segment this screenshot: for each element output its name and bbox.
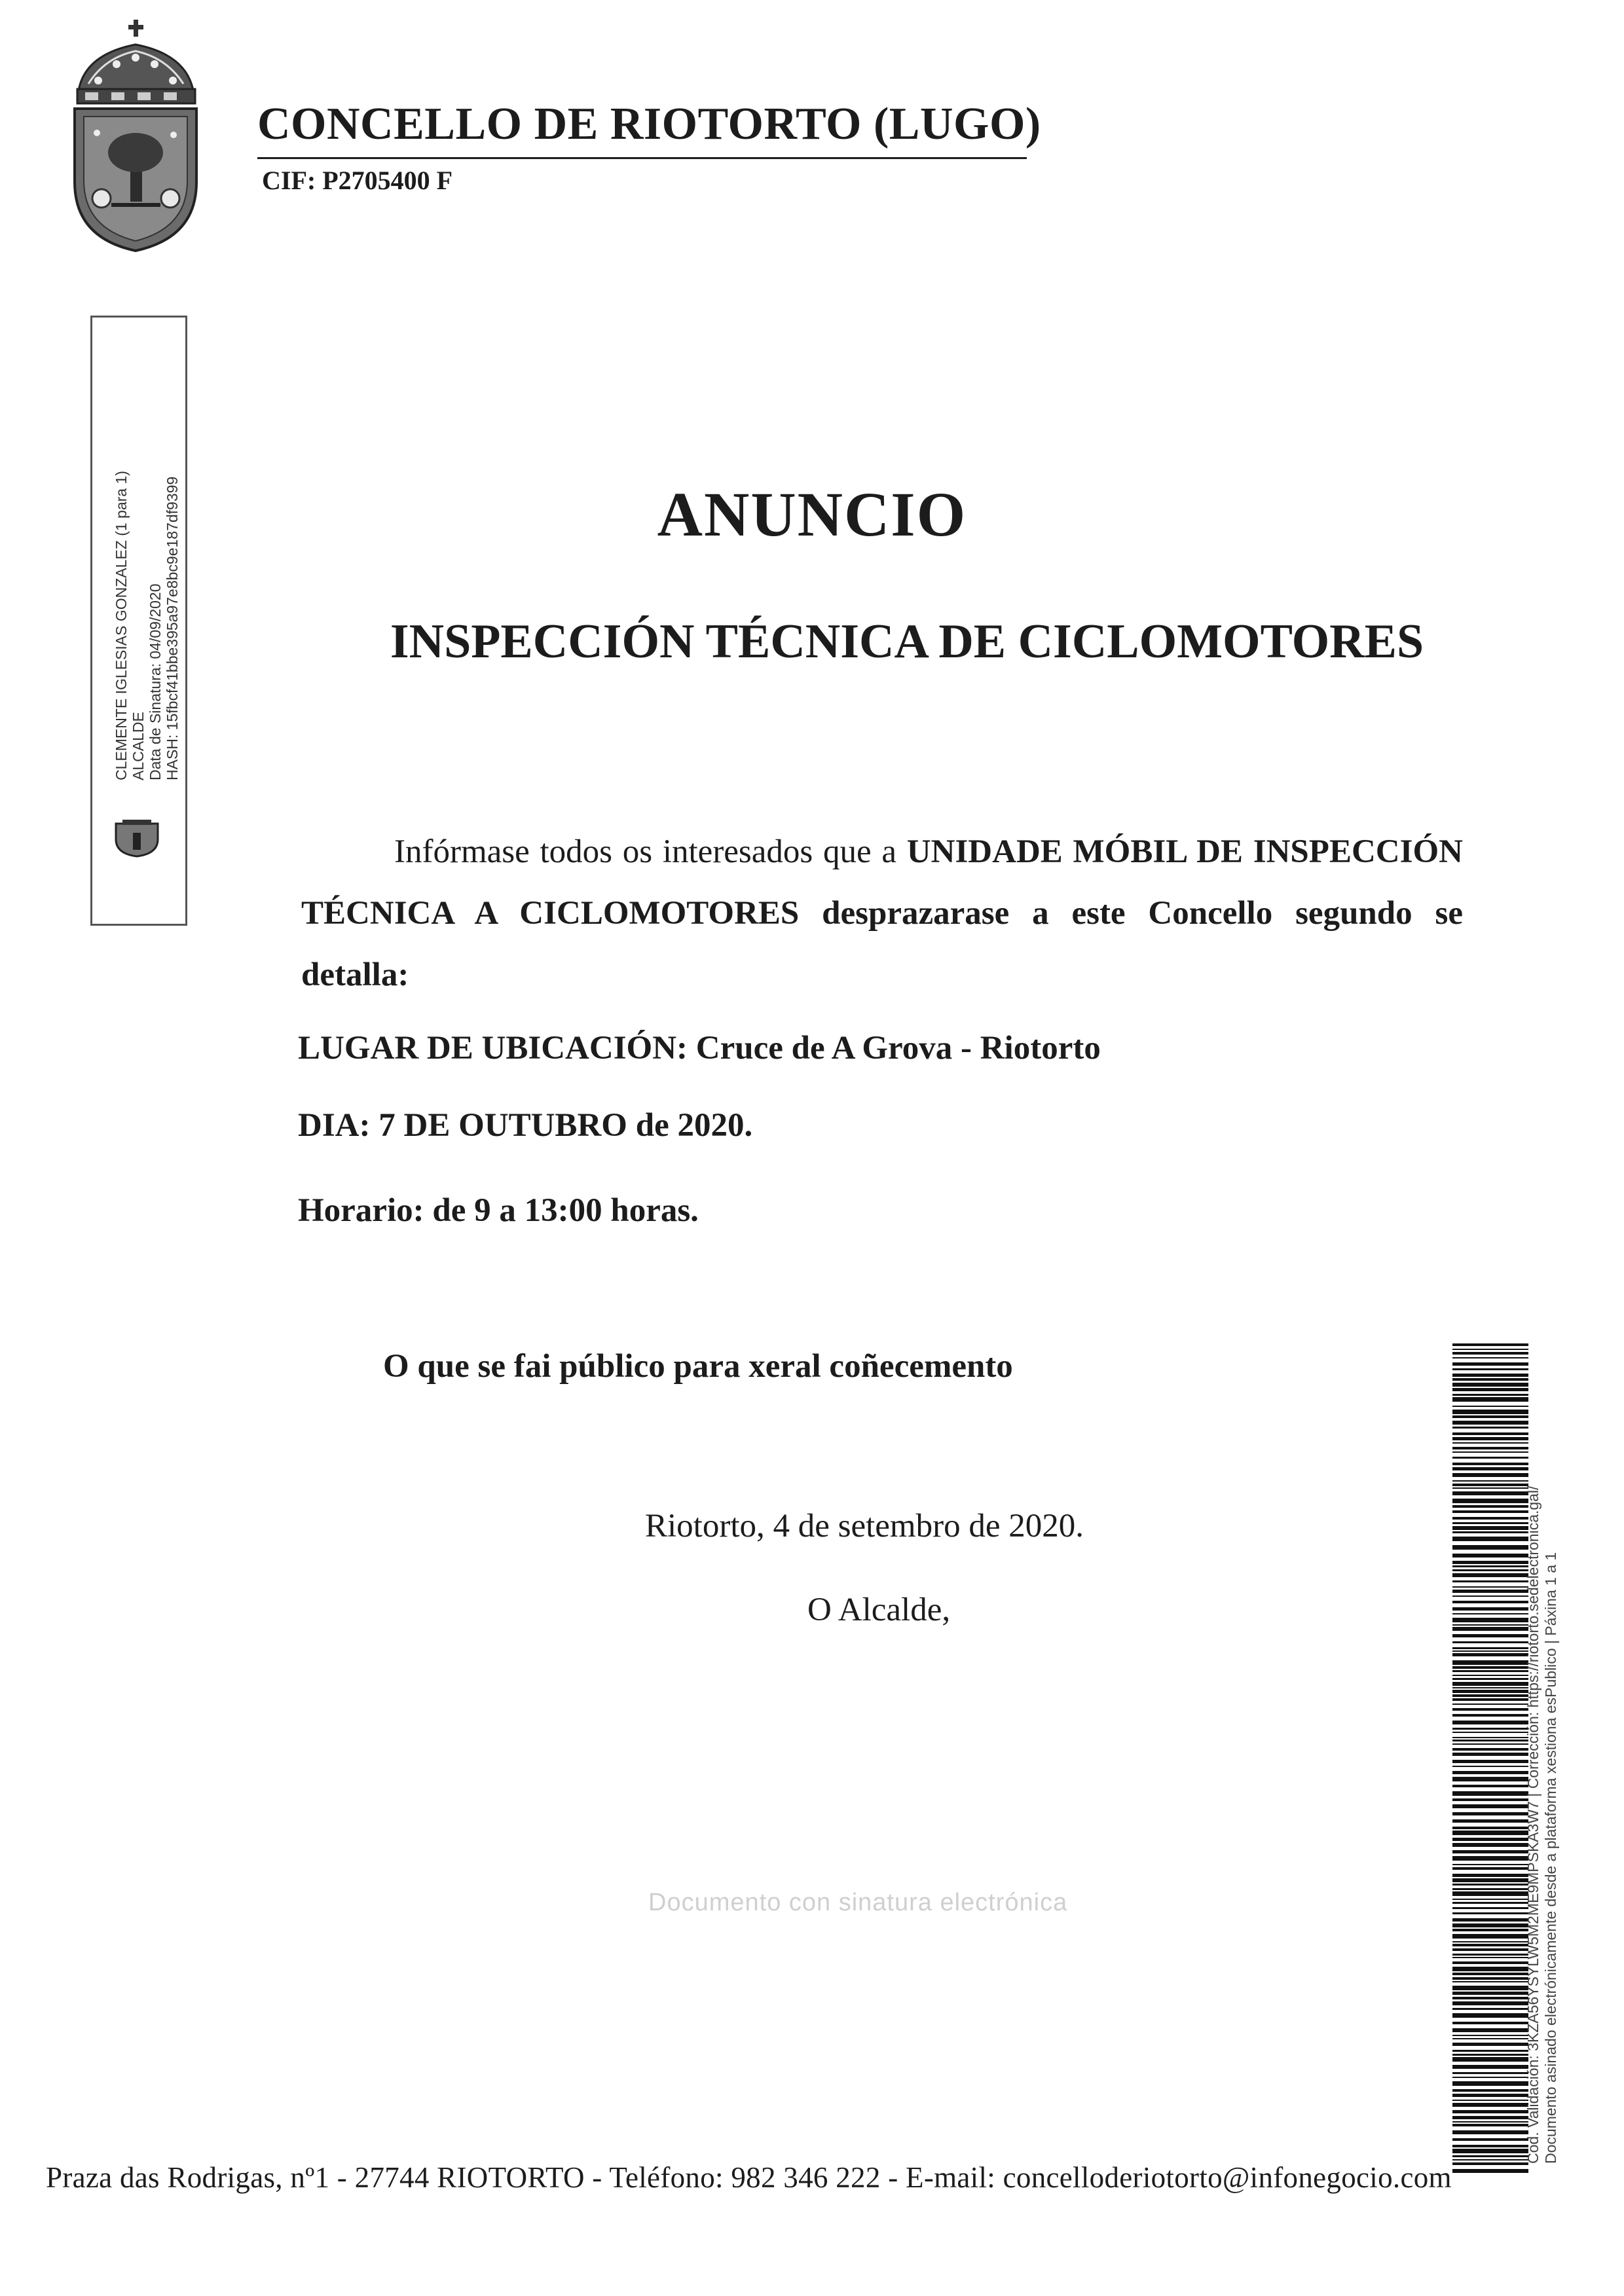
electronic-signature-watermark: Documento con sinatura electrónica xyxy=(648,1889,1068,1916)
location-line: LUGAR DE UBICACIÓN: Cruce de A Grova - Riotorto xyxy=(298,1030,1101,1066)
stamp-seal-icon xyxy=(101,818,172,858)
intro-text: Infórmase todos os interesados que a xyxy=(394,833,907,870)
verification-text xyxy=(1524,1486,1560,2164)
signature-stamp-line: Data de Sinatura: 04/09/2020 xyxy=(147,583,164,780)
barcode-icon xyxy=(1452,1343,1528,2175)
verification-line: Cod. Validación: 3KZA56YSYLW5M2ME9MPSKA3W7 | Corrección: https://riotorto.sedelectronica.gal/ xyxy=(1524,1485,1541,2164)
public-notice: O que se fai público para xeral coñecemento xyxy=(383,1348,1013,1385)
document-title: ANUNCIO xyxy=(657,479,967,549)
organization-name: CONCELLO DE RIOTORTO (LUGO) xyxy=(257,99,1041,149)
footer-contact: Praza das Rodrigas, nº1 - 27744 RIOTORTO - Teléfono: 982 346 222 - E-mail: concelloderiotorto@infonegocio.com xyxy=(46,2161,1452,2194)
header-underline xyxy=(257,157,1027,159)
signatory-role: O Alcalde, xyxy=(807,1592,951,1628)
signature-stamp-line: HASH: 15fbcf41bbe395a97e8bc9e187df9399 xyxy=(164,476,181,780)
coat-of-arms-logo xyxy=(65,18,206,254)
intro-bold-text: UNIDADE MÓBIL DE INSPECCIÓN TÉCNICA A CICLOMOTORES desprazarase a este Concello segundo se detalla: xyxy=(301,833,1463,993)
schedule-line: Horario: de 9 a 13:00 horas. xyxy=(298,1192,699,1229)
signature-stamp-line: ALCALDE xyxy=(130,712,147,780)
signature-stamp-line: CLEMENTE IGLESIAS GONZALEZ (1 para 1) xyxy=(113,471,130,780)
verification-line: Documento asinado electrónicamente desde a plataforma xestiona esPublico | Páxina 1 a 1 xyxy=(1542,1552,1559,2164)
place-and-date: Riotorto, 4 de setembro de 2020. xyxy=(645,1508,1084,1544)
organization-cif: CIF: P2705400 F xyxy=(262,166,453,195)
document-subtitle: INSPECCIÓN TÉCNICA DE CICLOMOTORES xyxy=(390,615,1424,668)
date-line: DIA: 7 DE OUTUBRO de 2020. xyxy=(298,1107,753,1144)
intro-paragraph xyxy=(301,821,1463,1006)
